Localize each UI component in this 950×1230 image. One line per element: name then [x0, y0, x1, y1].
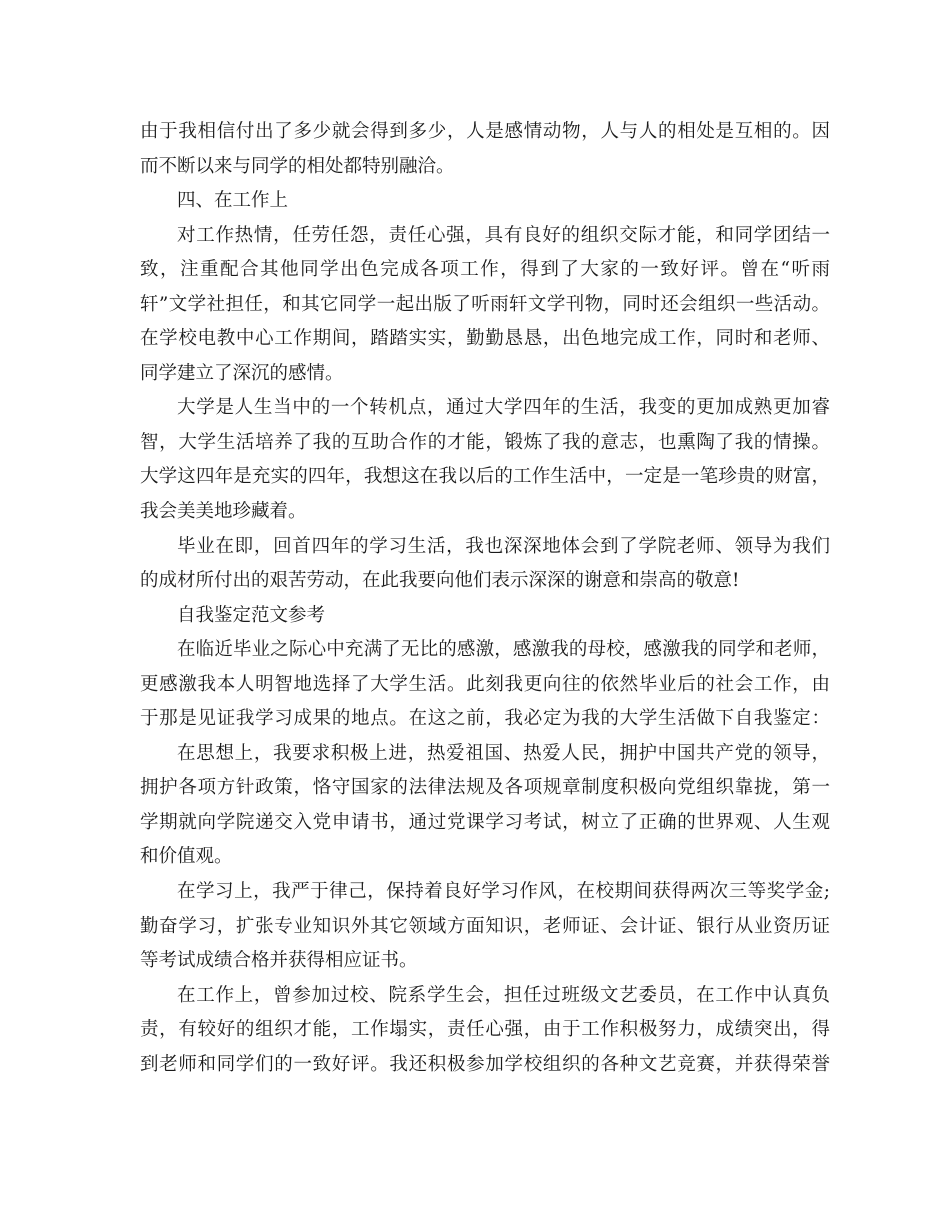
document-body	[140, 115, 830, 1082]
text-line-25: 等考试成绩合格并获得相应证书。	[140, 950, 418, 972]
text-line-18: 于那是见证我学习成果的地点。在这之前，我必定为我的大学生活做下自我鉴定：	[140, 708, 830, 730]
text-line-21: 学期就向学院递交入党申请书，通过党课学习考试，树立了正确的世界观、人生观	[140, 811, 830, 833]
text-line-9: 大学是人生当中的一个转机点，通过大学四年的生活，我变的更加成熟更加睿	[177, 397, 830, 419]
text-line-16: 在临近毕业之际心中充满了无比的感激，感激我的母校，感激我的同学和老师，	[177, 639, 830, 661]
section-heading-reference: 自我鉴定范文参考	[177, 604, 326, 626]
text-line-23: 在学习上，我严于律己，保持着良好学习作风，在校期间获得两次三等奖学金;	[177, 881, 830, 903]
text-line-5: 致，注重配合其他同学出色完成各项工作，得到了大家的一致好评。曾在“听雨	[140, 259, 830, 281]
text-line-1: 由于我相信付出了多少就会得到多少，人是感情动物，人与人的相处是互相的。因	[140, 121, 830, 142]
text-line-26: 在工作上，曾参加过校、院系学生会，担任过班级文艺委员，在工作中认真负	[177, 984, 830, 1006]
text-line-22: 和价值观。	[140, 846, 233, 868]
text-line-28: 到老师和同学们的一致好评。我还积极参加学校组织的各种文艺竞赛，并获得荣誉	[140, 1053, 830, 1075]
text-line-19: 在思想上，我要求积极上进，热爱祖国、热爱人民，拥护中国共产党的领导，	[177, 742, 830, 764]
text-line-14: 的成材所付出的艰苦劳动，在此我要向他们表示深深的谢意和崇高的敬意!	[140, 570, 740, 592]
text-line-17: 更感激我本人明智地选择了大学生活。此刻我更向往的依然毕业后的社会工作，由	[140, 673, 830, 695]
text-line-24: 勤奋学习，扩张专业知识外其它领域方面知识，老师证、会计证、银行从业资历证	[140, 915, 830, 937]
text-line-7: 在学校电教中心工作期间，踏踏实实，勤勤恳恳，出色地完成工作，同时和老师、	[140, 328, 830, 350]
text-line-27: 责，有较好的组织才能，工作塌实，责任心强，由于工作积极努力，成绩突出，得	[140, 1019, 830, 1041]
text-line-13: 毕业在即，回首四年的学习生活，我也深深地体会到了学院老师、领导为我们	[177, 535, 830, 557]
text-line-11: 大学这四年是充实的四年，我想这在我以后的工作生活中，一定是一笔珍贵的财富，	[140, 466, 830, 488]
text-line-6: 轩”文学社担任，和其它同学一起出版了听雨轩文学刊物，同时还会组织一些活动。	[140, 293, 830, 315]
text-line-10: 智，大学生活培养了我的互助合作的才能，锻炼了我的意志，也熏陶了我的情操。	[140, 431, 830, 453]
text-line-4: 对工作热情，任劳任怨，责任心强，具有良好的组织交际才能，和同学团结一	[177, 224, 830, 246]
section-heading-work: 四、在工作上	[177, 190, 289, 212]
text-line-12: 我会美美地珍藏着。	[140, 501, 307, 523]
text-line-20: 拥护各项方针政策，恪守国家的法律法规及各项规章制度积极向党组织靠拢，第一	[140, 777, 830, 799]
text-line-2: 而不断以来与同学的相处都特别融洽。	[140, 155, 455, 177]
text-line-8: 同学建立了深沉的感情。	[140, 362, 344, 384]
